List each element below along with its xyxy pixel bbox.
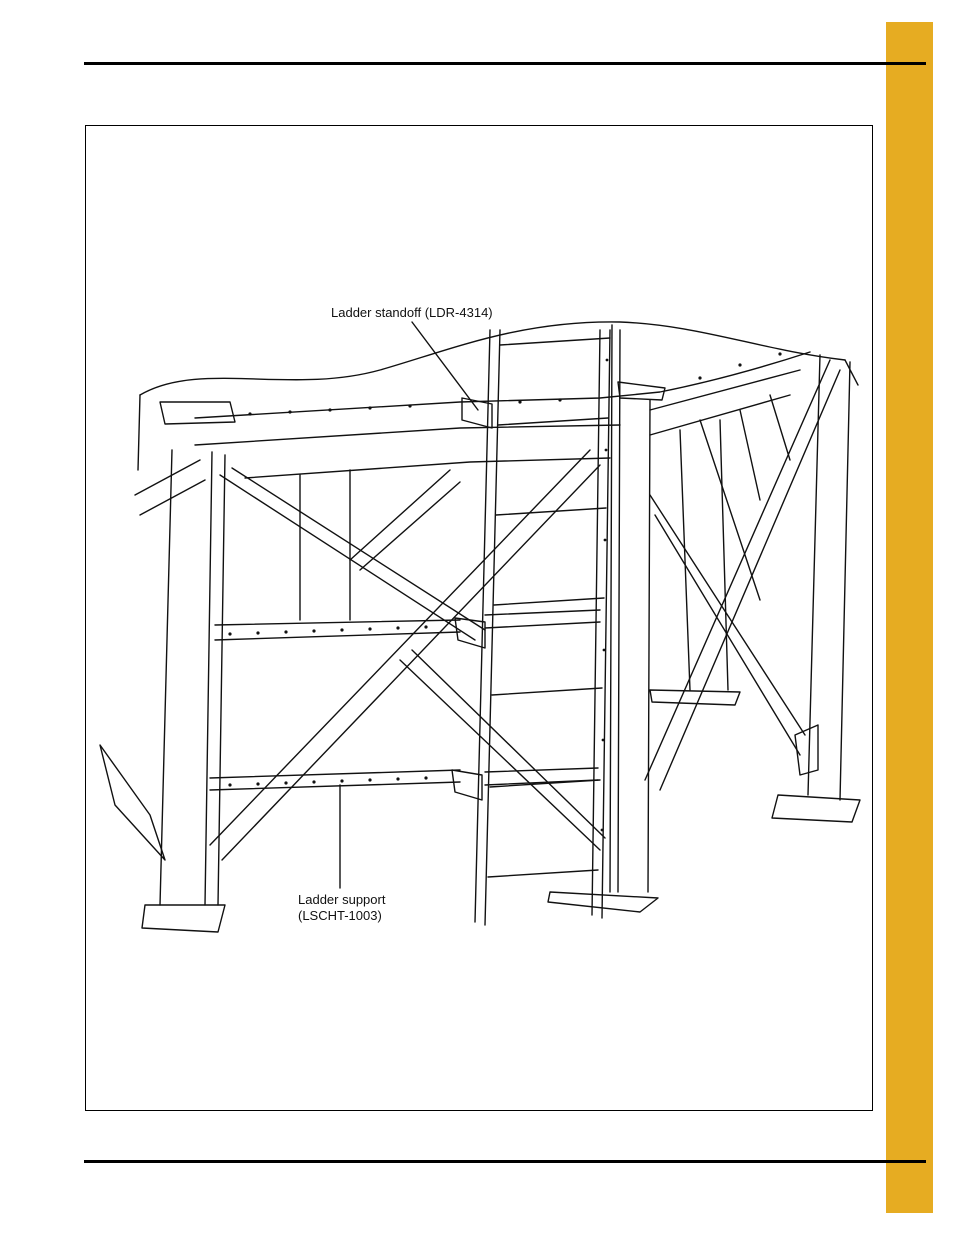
bolt-hole: [284, 630, 287, 633]
bolt-hole: [340, 628, 343, 631]
ladder-support-callout-line2: (LSCHT-1003): [298, 908, 382, 923]
far-right-base-plate: [772, 795, 860, 822]
bolt-hole: [603, 649, 606, 652]
hopper-top-edge: [140, 322, 845, 395]
ladder-standoff-callout: Ladder standoff (LDR-4314): [331, 305, 493, 320]
bolt-hole: [396, 777, 399, 780]
bolt-hole: [256, 631, 259, 634]
side-brace-long: [645, 360, 840, 790]
bolt-hole: [558, 398, 561, 401]
bolt-hole: [778, 352, 781, 355]
side-gusset: [795, 725, 818, 775]
standoff-leader-line: [412, 322, 478, 410]
bolt-hole: [248, 412, 251, 415]
bolt-hole: [408, 404, 411, 407]
bolt-hole: [601, 829, 604, 832]
ladder-rung: [500, 338, 610, 345]
bolt-hole: [284, 781, 287, 784]
bolt-hole: [256, 782, 259, 785]
bolt-hole: [312, 629, 315, 632]
ladder-rung: [488, 870, 598, 877]
ladder-support-lower: [210, 770, 460, 790]
back-braces: [700, 395, 790, 600]
cross-brace-d: [400, 650, 605, 850]
bolt-hole: [518, 400, 521, 403]
left-outer-panel: [100, 745, 165, 860]
bolt-hole: [328, 408, 331, 411]
cross-brace-a: [220, 468, 485, 640]
bolt-hole: [396, 626, 399, 629]
far-right-post: [808, 355, 850, 800]
bolt-hole: [312, 780, 315, 783]
ladder-support-bracket-upper: [455, 618, 485, 648]
bolt-hole: [698, 376, 701, 379]
ladder-support-right-upper: [485, 610, 600, 628]
ladder-support-bracket-lower: [452, 770, 482, 800]
bolt-hole: [605, 449, 608, 452]
bolt-hole: [424, 776, 427, 779]
bolt-hole: [288, 410, 291, 413]
bolt-hole: [228, 632, 231, 635]
bolt-hole: [340, 779, 343, 782]
bolt-hole: [368, 627, 371, 630]
back-base-plate: [650, 690, 740, 705]
ladder-rung: [498, 418, 608, 425]
bolt-hole: [602, 739, 605, 742]
ladder-rung: [492, 688, 602, 695]
ring-beam-top: [195, 352, 810, 418]
left-post: [160, 450, 225, 905]
ladder-support-callout: [298, 892, 385, 924]
left-post-cap: [160, 402, 235, 424]
ladder-support-callout-line1: Ladder support: [298, 892, 386, 907]
left-base-plate: [142, 905, 225, 932]
bolt-hole: [606, 359, 609, 362]
bolt-hole: [424, 625, 427, 628]
bolt-hole: [738, 363, 741, 366]
ladder-rung: [494, 598, 604, 605]
right-post: [610, 325, 650, 892]
bolt-hole: [368, 778, 371, 781]
ring-beam-right: [650, 370, 800, 435]
bolt-hole: [368, 406, 371, 409]
back-post-left: [300, 470, 350, 620]
cross-brace-c: [350, 470, 460, 570]
ladder-rung: [496, 508, 606, 515]
right-post-cap: [618, 382, 665, 400]
bolt-hole: [228, 783, 231, 786]
bolt-hole: [604, 539, 607, 542]
ring-beam-bottom: [195, 425, 620, 445]
